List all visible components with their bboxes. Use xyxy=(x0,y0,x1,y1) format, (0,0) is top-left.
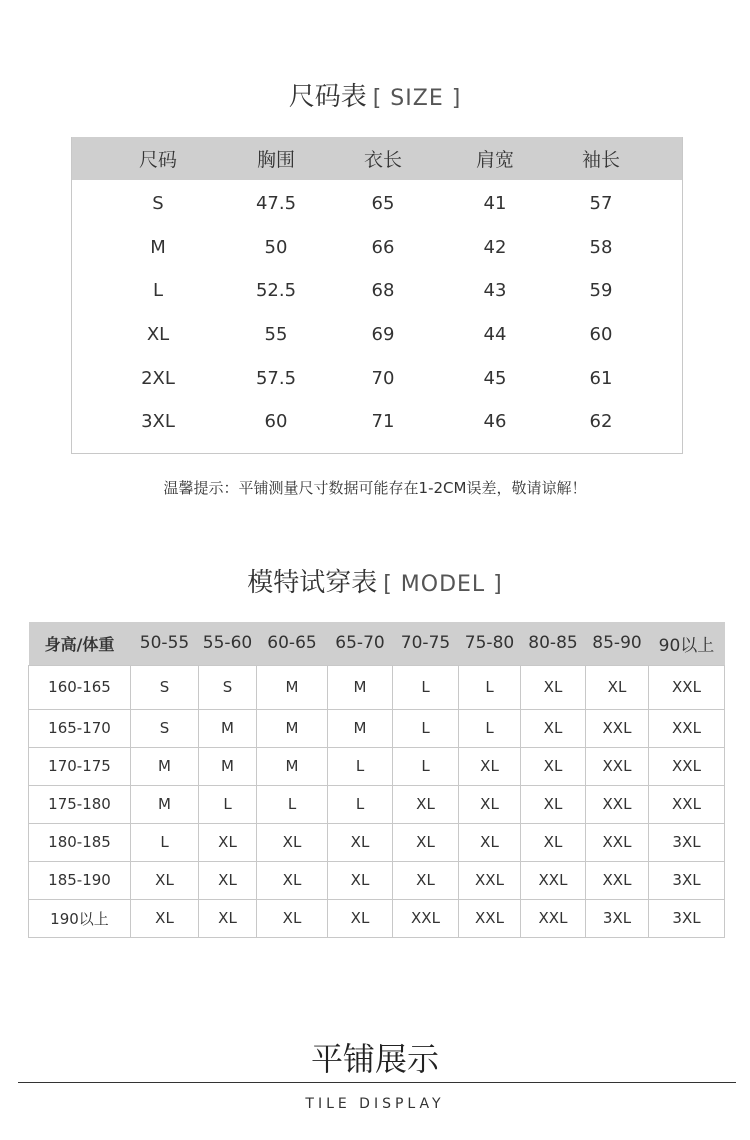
model-cell: XXL xyxy=(649,747,725,785)
model-header-cell: 80-85 xyxy=(521,622,586,665)
size-cell: 44 xyxy=(483,324,507,346)
model-cell: XL xyxy=(257,861,328,899)
tile-display-title: 平铺展示 xyxy=(310,1040,439,1078)
size-header-cell: 胸围 xyxy=(256,149,295,171)
size-cell: 59 xyxy=(589,280,613,302)
model-cell: XL xyxy=(393,861,459,899)
model-header-cell: 身高/体重 xyxy=(29,622,131,665)
model-cell: 185-190 xyxy=(29,861,131,899)
model-cell: 3XL xyxy=(586,899,649,937)
size-cell: 45 xyxy=(483,367,507,389)
size-cell: 57.5 xyxy=(255,367,297,389)
model-cell: XXL xyxy=(586,709,649,747)
size-cell: 69 xyxy=(371,324,395,346)
model-table-header xyxy=(29,622,725,665)
model-cell: S xyxy=(131,709,199,747)
tile-divider xyxy=(18,1082,736,1083)
size-row xyxy=(72,226,682,270)
model-cell: M xyxy=(257,665,328,709)
model-cell: S xyxy=(131,665,199,709)
size-cell: 43 xyxy=(483,280,507,302)
model-cell: M xyxy=(257,747,328,785)
model-cell: XL xyxy=(257,823,328,861)
model-cell: XL xyxy=(328,861,393,899)
model-table-body xyxy=(29,665,725,937)
size-chart-header xyxy=(72,137,682,180)
model-cell: XL xyxy=(521,665,586,709)
model-cell: XXL xyxy=(649,665,725,709)
model-cell: L xyxy=(199,785,257,823)
model-cell: XL xyxy=(131,861,199,899)
size-row xyxy=(72,269,682,313)
model-cell: XL xyxy=(257,899,328,937)
size-cell: L xyxy=(152,280,164,302)
size-cell: 47.5 xyxy=(255,193,297,215)
size-cell: 50 xyxy=(264,236,288,258)
model-row xyxy=(29,861,725,899)
model-cell: M xyxy=(328,709,393,747)
model-cell: XXL xyxy=(459,861,521,899)
size-cell: 52.5 xyxy=(255,280,297,302)
model-cell: XL xyxy=(393,823,459,861)
size-cell: 55 xyxy=(264,324,288,346)
size-chart-title-cn: 尺码表 xyxy=(288,82,367,112)
model-chart-title xyxy=(0,562,750,599)
model-cell: XXL xyxy=(649,785,725,823)
model-header-cell: 85-90 xyxy=(586,622,649,665)
model-cell: XL xyxy=(328,823,393,861)
model-header-cell: 90以上 xyxy=(649,622,725,665)
size-header-cell: 尺码 xyxy=(138,149,177,171)
model-cell: XL xyxy=(199,823,257,861)
model-cell: L xyxy=(393,665,459,709)
size-chart-table xyxy=(71,137,683,454)
size-cell: 68 xyxy=(371,280,395,302)
model-cell: XXL xyxy=(586,747,649,785)
model-row xyxy=(29,899,725,937)
model-header-cell: 70-75 xyxy=(393,622,459,665)
size-cell: 65 xyxy=(371,193,395,215)
model-row xyxy=(29,823,725,861)
model-cell: XL xyxy=(586,665,649,709)
size-cell: 42 xyxy=(483,236,507,258)
measurement-tip: 温馨提示：平铺测量尺寸数据可能存在1-2CM误差，敬请谅解！ xyxy=(163,479,587,497)
model-chart-title-en: [ MODEL ] xyxy=(383,572,503,597)
size-cell: 60 xyxy=(589,324,613,346)
model-cell: L xyxy=(131,823,199,861)
model-cell: 160-165 xyxy=(29,665,131,709)
model-cell: XXL xyxy=(586,823,649,861)
model-cell: M xyxy=(199,709,257,747)
model-cell: XL xyxy=(521,709,586,747)
model-cell: L xyxy=(328,785,393,823)
size-cell: 66 xyxy=(371,236,395,258)
model-row xyxy=(29,747,725,785)
size-cell: S xyxy=(152,193,164,215)
size-cell: 61 xyxy=(589,367,613,389)
size-cell: M xyxy=(150,236,166,258)
tile-display-subtitle: TILE DISPLAY xyxy=(305,1096,445,1112)
size-cell: 41 xyxy=(483,193,507,215)
model-cell: XXL xyxy=(586,785,649,823)
model-cell: XXL xyxy=(393,899,459,937)
model-cell: L xyxy=(257,785,328,823)
size-chart-title xyxy=(0,76,750,113)
model-cell: XXL xyxy=(521,861,586,899)
model-header-cell: 75-80 xyxy=(459,622,521,665)
model-cell: XL xyxy=(131,899,199,937)
model-header-cell: 50-55 xyxy=(131,622,199,665)
model-cell: XL xyxy=(459,785,521,823)
size-row xyxy=(72,356,682,400)
size-cell: 46 xyxy=(483,411,507,433)
model-cell: XL xyxy=(459,823,521,861)
size-cell: 57 xyxy=(589,193,613,215)
model-cell: L xyxy=(328,747,393,785)
model-cell: 180-185 xyxy=(29,823,131,861)
model-cell: XL xyxy=(521,747,586,785)
model-cell: L xyxy=(393,747,459,785)
size-chart-title-en: [ SIZE ] xyxy=(372,86,462,111)
model-cell: L xyxy=(459,709,521,747)
model-cell: M xyxy=(257,709,328,747)
size-header-cell: 衣长 xyxy=(363,149,402,171)
size-row xyxy=(72,400,682,444)
model-row xyxy=(29,785,725,823)
size-cell: 70 xyxy=(371,367,395,389)
model-cell: XL xyxy=(459,747,521,785)
model-row xyxy=(29,709,725,747)
size-header-cell: 袖长 xyxy=(581,149,620,171)
model-cell: XL xyxy=(328,899,393,937)
model-cell: XXL xyxy=(586,861,649,899)
size-cell: XL xyxy=(146,324,170,346)
model-cell: XXL xyxy=(521,899,586,937)
model-cell: L xyxy=(459,665,521,709)
model-cell: 170-175 xyxy=(29,747,131,785)
model-cell: 165-170 xyxy=(29,709,131,747)
size-cell: 2XL xyxy=(141,367,175,389)
model-cell: XL xyxy=(521,823,586,861)
model-cell: XXL xyxy=(649,709,725,747)
model-cell: 175-180 xyxy=(29,785,131,823)
model-cell: M xyxy=(131,785,199,823)
size-cell: 58 xyxy=(589,236,613,258)
model-cell: M xyxy=(199,747,257,785)
size-row xyxy=(72,182,682,226)
model-cell: XL xyxy=(521,785,586,823)
model-chart-title-cn: 模特试穿表 xyxy=(247,568,378,598)
model-cell: XL xyxy=(199,861,257,899)
model-cell: M xyxy=(328,665,393,709)
model-cell: XL xyxy=(199,899,257,937)
model-cell: 3XL xyxy=(649,861,725,899)
model-cell: 190以上 xyxy=(29,899,131,937)
model-row xyxy=(29,665,725,709)
size-header-cell: 肩宽 xyxy=(475,149,514,171)
model-fit-table xyxy=(28,622,725,938)
model-cell: XXL xyxy=(459,899,521,937)
model-cell: S xyxy=(199,665,257,709)
size-cell: 71 xyxy=(371,411,395,433)
size-row xyxy=(72,313,682,357)
model-cell: XL xyxy=(393,785,459,823)
model-header-cell: 60-65 xyxy=(257,622,328,665)
size-cell: 60 xyxy=(264,411,288,433)
model-header-cell: 65-70 xyxy=(328,622,393,665)
size-cell: 62 xyxy=(589,411,613,433)
size-chart-body xyxy=(72,180,682,444)
model-cell: M xyxy=(131,747,199,785)
model-cell: 3XL xyxy=(649,899,725,937)
model-cell: 3XL xyxy=(649,823,725,861)
size-cell: 3XL xyxy=(141,411,175,433)
model-header-cell: 55-60 xyxy=(199,622,257,665)
model-cell: L xyxy=(393,709,459,747)
